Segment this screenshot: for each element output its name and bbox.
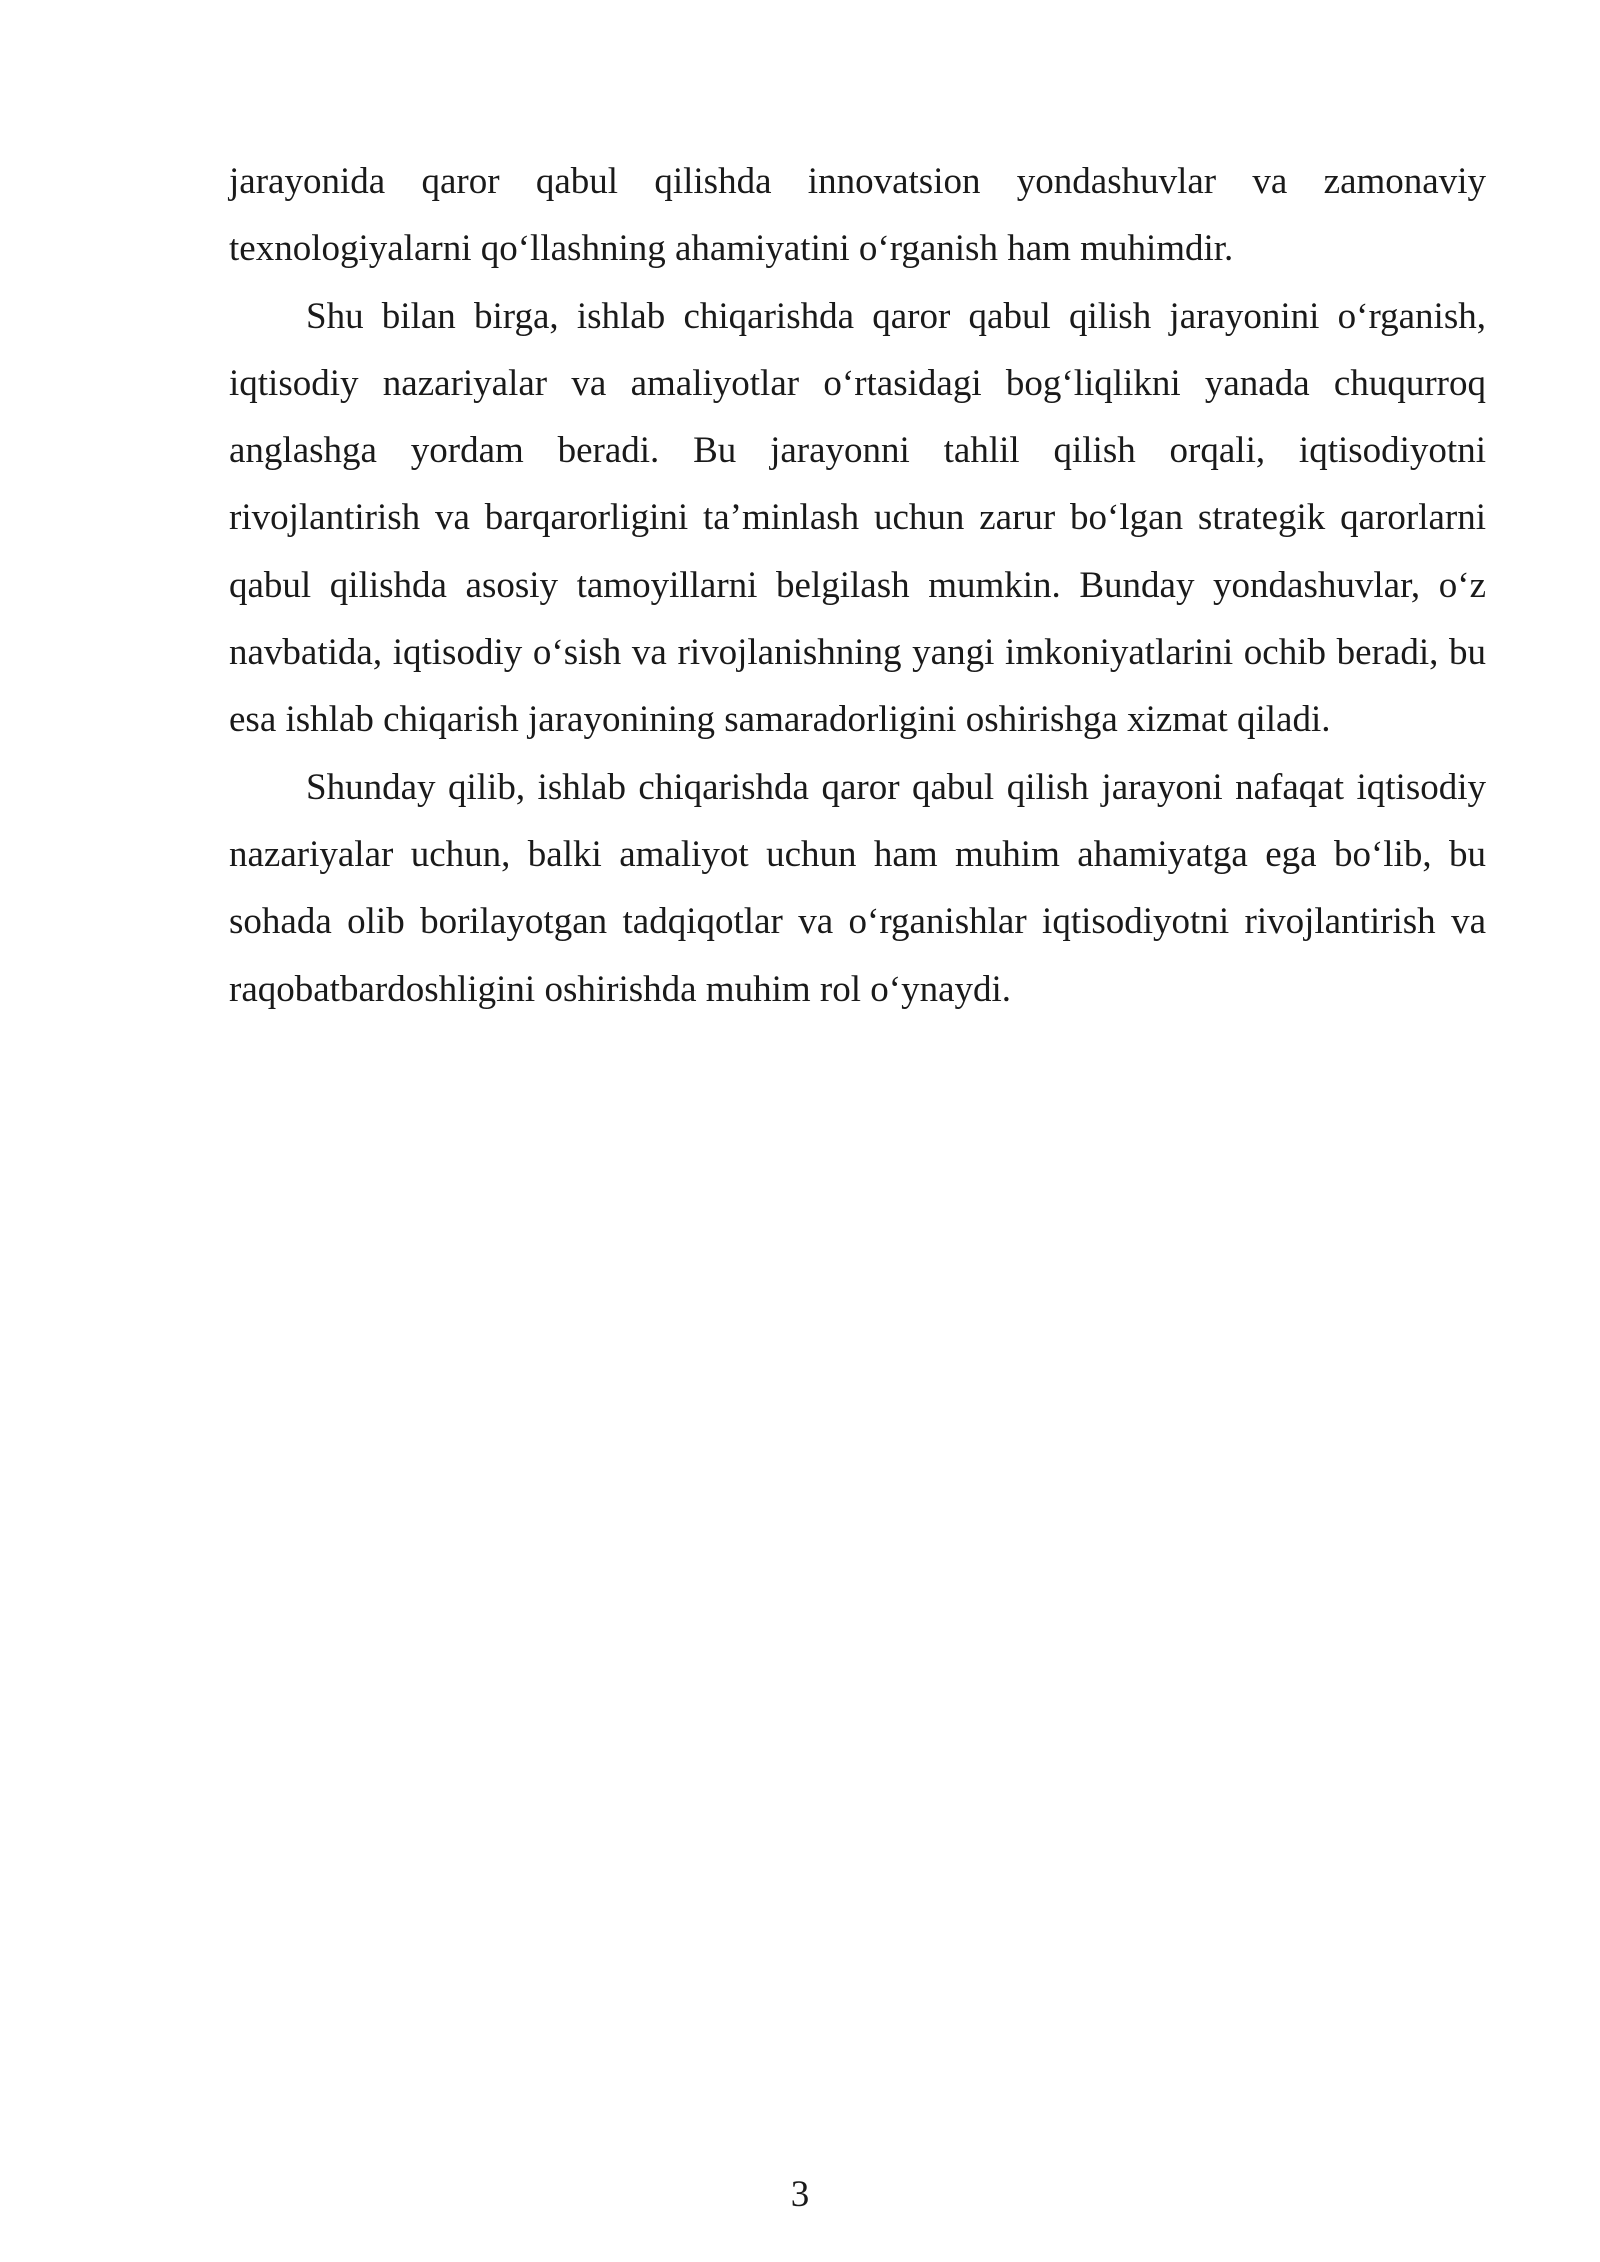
paragraph-conclusion: Shunday qilib, ishlab chiqarishda qaror qabul qilish jarayoni nafaqat iqtisodiy nazariyalar uchun, balki amaliyot uchun ham muhim ahamiyatga ega bo‘lib, bu sohada olib borilayotgan tadqiqotlar va o‘rganishlar iqtisodiyotni rivojlantirish va raqobatbardoshligini oshirishda muhim rol o‘ynaydi.	[229, 766, 1486, 1010]
body-text	[229, 148, 1486, 1023]
paragraph-continuation: jarayonida qaror qabul qilishda innovatsion yondashuvlar va zamonaviy texnologiyalarni qo‘llashning ahamiyatini o‘rganish ham muhimdir.	[229, 161, 1486, 270]
page-number: 3	[790, 2174, 810, 2215]
paragraph-decision-analysis: Shu bilan birga, ishlab chiqarishda qaror qabul qilish jarayonini o‘rganish, iqtisodiy nazariyalar va amaliyotlar o‘rtasidagi bog‘liqlikni yanada chuqurroq anglashga yordam beradi. Bu jarayonni tahlil qilish orqali, iqtisodiyotni rivojlantirish va barqarorligini ta’minlash uchun zarur bo‘lgan strategik qarorlarni qabul qilishda asosiy tamoyillarni belgilash mumkin. Bunday yondashuvlar, o‘z navbatida, iqtisodiy o‘sish va rivojlanishning yangi imkoniyatlarini ochib beradi, bu esa ishlab chiqarish jarayonining samaradorligini oshirishga xizmat qiladi.	[229, 295, 1486, 741]
